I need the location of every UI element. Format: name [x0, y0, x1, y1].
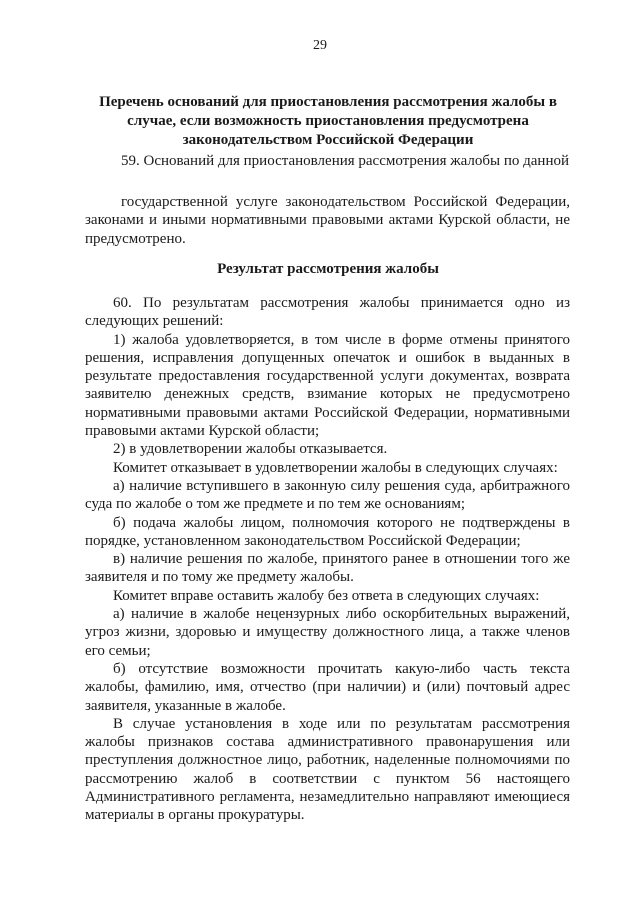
section-heading-suspension-grounds: Перечень оснований для приостановления рассмотрения жалобы в случае, если возможность приостановления предусмотрена законодательством Российской Федерации — [99, 94, 557, 148]
refusal-case-b: б) подача жалобы лицом, полномочия которого не подтверждены в порядке, установленном законодательством Российской Федерации; — [85, 514, 570, 549]
paragraph-59-first-line: 59. Оснований для приостановления рассмотрения жалобы по данной — [121, 153, 570, 169]
section-heading-complaint-result: Результат рассмотрения жалобы — [217, 261, 439, 277]
prosecutor-referral-paragraph: В случае установления в ходе или по результатам рассмотрения жалобы признаков состава административного правонарушения или преступления должностное лицо, работник, наделенные полномочиями по рассмотрению жалоб в соответствии с пунктом 56 настоящего Административного регламента, незамедлительно направляют имеющиеся материалы в органы прокуратуры. — [85, 715, 570, 824]
refusal-case-a: а) наличие вступившего в законную силу решения суда, арбитражного суда по жалобе о том же предмете и по тем же основаниям; — [85, 477, 570, 513]
complaint-result-body — [85, 294, 570, 825]
refusal-cases-intro: Комитет отказывает в удовлетворении жалобы в следующих случаях: — [113, 459, 558, 476]
page-number: 29 — [313, 38, 327, 53]
decision-item-2: 2) в удовлетворении жалобы отказывается. — [113, 441, 388, 458]
paragraph-60-intro: 60. По результатам рассмотрения жалобы принимается одно из следующих решений: — [85, 295, 570, 330]
paragraph-59-continuation: государственной услуге законодательством Российской Федерации, законами и иными нормативными правовыми актами Курской области, не предусмотрено. — [85, 194, 570, 247]
no-answer-case-a: а) наличие в жалобе нецензурных либо оскорбительных выражений, угроз жизни, здоровью и имуществу должностного лица, а также членов его семьи; — [85, 606, 570, 659]
no-answer-case-b: б) отсутствие возможности прочитать какую-либо часть текста жалобы, фамилию, имя, отчество (при наличии) и (или) почтовый адрес заявителя, указанные в жалобе. — [85, 660, 570, 714]
no-answer-cases-intro: Комитет вправе оставить жалобу без ответа в следующих случаях: — [113, 587, 540, 604]
decision-item-1: 1) жалоба удовлетворяется, в том числе в форме отмены принятого решения, исправления допущенных опечаток и ошибок в выданных в результате предоставления государственной услуги документах, возврата заявителю денежных средств, взимание которых не предусмотрено нормативными правовыми актами Российской Федерации, нормативными правовыми актами Курской области; — [85, 331, 570, 440]
refusal-case-c: в) наличие решения по жалобе, принятого ранее в отношении того же заявителя и по тому же предмету жалобы. — [85, 551, 570, 586]
